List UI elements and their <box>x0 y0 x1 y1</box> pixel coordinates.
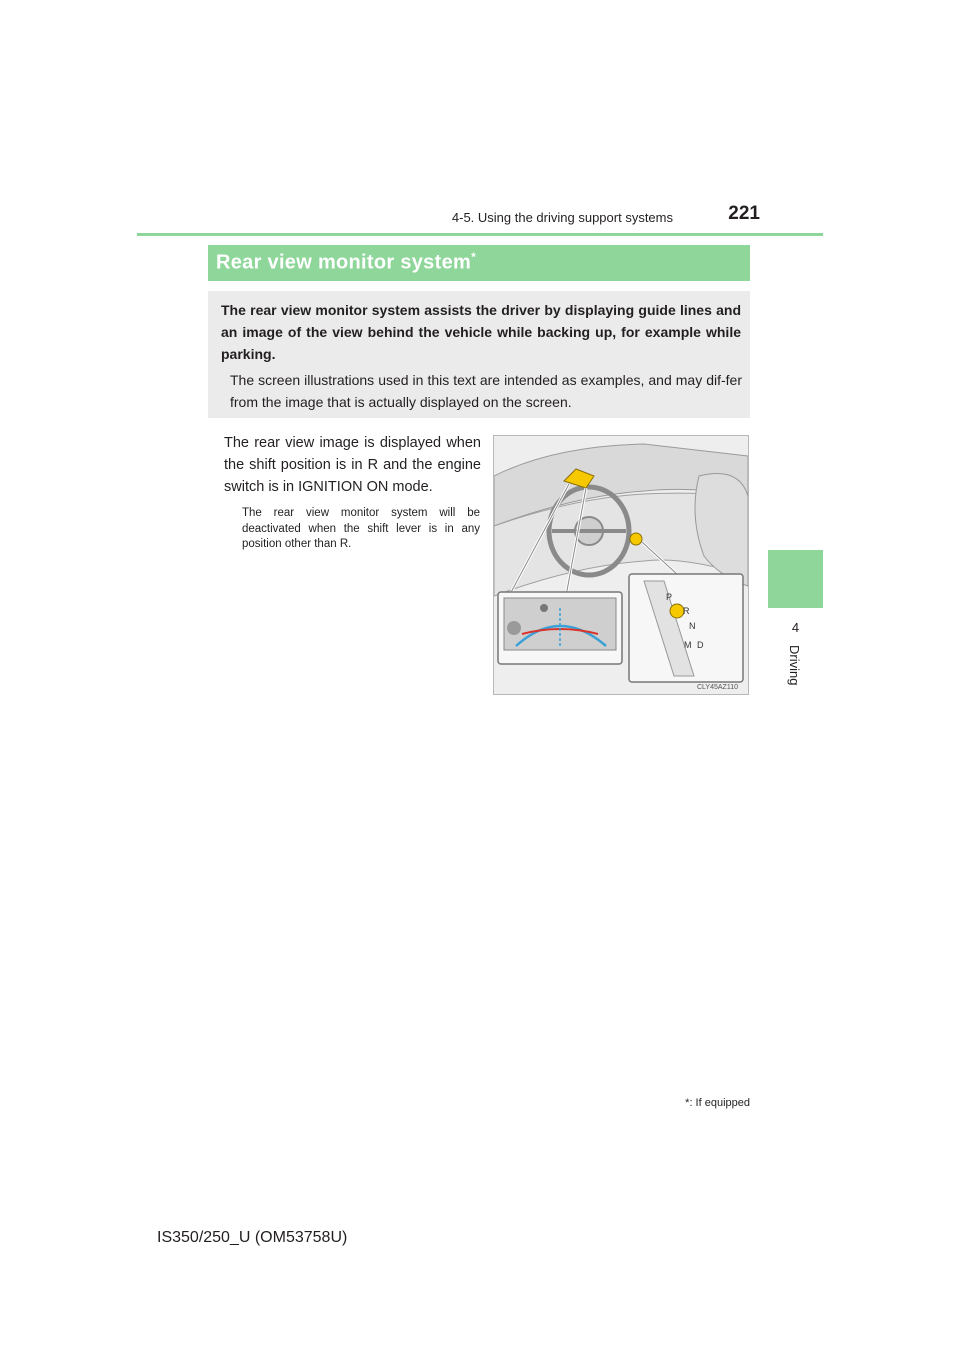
footnote-marker: * <box>685 1097 690 1109</box>
footnote <box>620 1097 750 1117</box>
page-number: 221 <box>728 203 760 224</box>
shift-label-r: R <box>683 606 690 616</box>
rear-view-monitor-illustration <box>493 435 749 695</box>
intro-summary: The rear view monitor system assists the driver by displaying guide lines and an image of the view behind the vehicle while backing up, for example while parking. <box>221 302 741 362</box>
chapter-tab <box>768 550 823 608</box>
shift-label-d: D <box>697 640 704 650</box>
intro-note: The screen illustrations used in this text are intended as examples, and may dif-fer from the image that is actually displayed on the screen. <box>230 372 742 410</box>
if-equipped-marker: * <box>471 250 477 264</box>
footnote-text: : If equipped <box>689 1097 750 1109</box>
header-divider <box>137 233 823 236</box>
chapter-label: Driving <box>787 645 802 686</box>
shift-label-m: M <box>684 640 692 650</box>
section-title <box>216 250 736 278</box>
chapter-number: 4 <box>791 620 800 635</box>
body-small-note: The rear view monitor system will be deactivated when the shift lever is in any position other than R. <box>242 507 480 550</box>
manual-code: IS350/250_U (OM53758U) <box>157 1229 348 1246</box>
shift-label-n: N <box>689 621 696 631</box>
section-title-text: Rear view monitor system <box>216 251 472 274</box>
dashboard-illustration <box>494 436 748 694</box>
header-section-title: 4-5. Using the driving support systems <box>451 210 673 225</box>
body-paragraph: The rear view image is displayed when the shift position is in R and the engine switch is in IGNITION ON mode. <box>224 435 481 495</box>
figure-code: CLY45AZ110 <box>697 684 738 691</box>
shift-label-p: P <box>666 592 673 602</box>
